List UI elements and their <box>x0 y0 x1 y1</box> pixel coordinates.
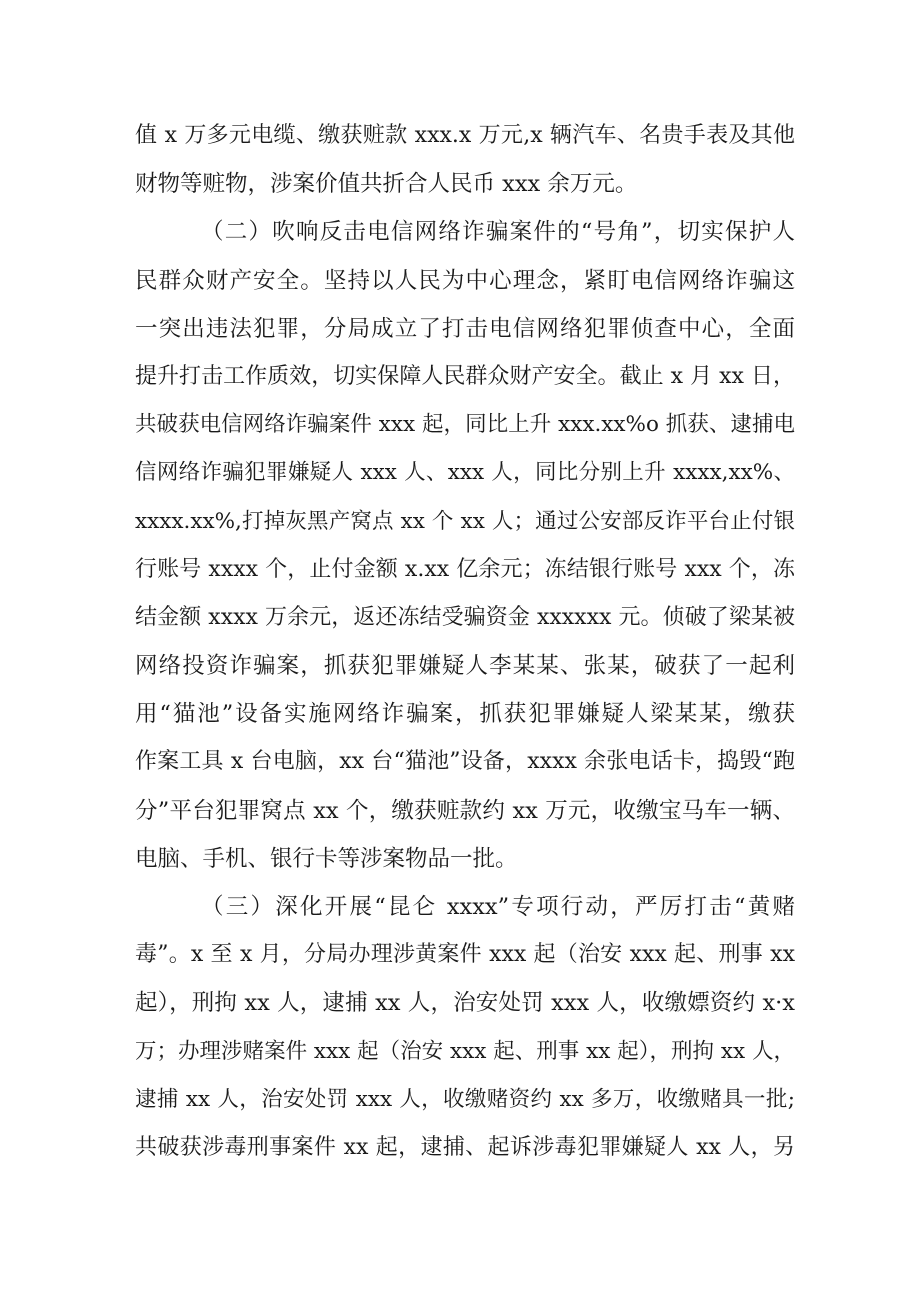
text-line: （二）吹响反击电信网络诈骗案件的“号角”，切实保护人 <box>201 219 795 246</box>
text-line: 电脑、手机、银行卡等涉案物品一批。 <box>135 845 518 872</box>
text-line: 提升打击工作质效，切实保障人民群众财产安全。截止 x 月 xx 日， <box>135 363 795 389</box>
text-line: 毒”。x 至 x 月，分局办理涉黄案件 xxx 起（治安 xxx 起、刑事 xx <box>135 942 795 968</box>
text-line: 作案工具 x 台电脑，xx 台“猫池”设备，xxxx 余张电话卡，捣毁“跑 <box>135 749 795 775</box>
text-line: 万；办理涉赌案件 xxx 起（治安 xxx 起、刑事 xx 起），刑拘 xx 人， <box>135 1038 795 1064</box>
text-line: 共破获涉毒刑事案件 xx 起，逮捕、起诉涉毒犯罪嫌疑人 xx 人，另 <box>135 1134 795 1160</box>
text-line: 值 x 万多元电缆、缴获赃款 xxx.x 万元,x 辆汽车、名贵手表及其他 <box>135 123 795 148</box>
text-line: 行账号 xxxx 个，止付金额 x.xx 亿余元；冻结银行账号 xxx 个，冻 <box>135 556 795 582</box>
text-line: 起），刑拘 xx 人，逮捕 xx 人，治安处罚 xxx 人，收缴嫖资约 x·x <box>135 990 795 1017</box>
text-line: 一突出违法犯罪，分局成立了打击电信网络犯罪侦查中心，全面 <box>135 315 795 342</box>
text-line: （三）深化开展“昆仑 xxxx”专项行动，严厉打击“黄赌 <box>201 894 795 920</box>
text-line: 财物等赃物，涉案价值共折合人民币 xxx 余万元。 <box>135 171 638 198</box>
text-line: 逮捕 xx 人，治安处罚 xxx 人，收缴赌资约 xx 多万，收缴赌具一批; <box>135 1086 795 1112</box>
text-line: 分”平台犯罪窝点 xx 个，缴获赃款约 xx 万元，收缴宝马车一辆、 <box>135 797 795 824</box>
text-line: 用“猫池”设备实施网络诈骗案，抓获犯罪嫌疑人梁某某，缴获 <box>135 701 795 728</box>
text-line: 共破获电信网络诈骗案件 xxx 起，同比上升 xxx.xx%o 抓获、逮捕电 <box>135 412 795 438</box>
text-line: 网络投资诈骗案，抓获犯罪嫌疑人李某某、张某，破获了一起利 <box>135 653 795 680</box>
document-body <box>135 112 795 1172</box>
text-line: 结金额 xxxx 万余元，返还冻结受骗资金 xxxxxx 元。侦破了梁某被 <box>135 604 795 630</box>
text-line: 民群众财产安全。坚持以人民为中心理念，紧盯电信网络诈骗这 <box>135 267 795 294</box>
text-line: xxxx.xx%,打掉灰黑产窝点 xx 个 xx 人；通过公安部反诈平台止付银 <box>135 508 795 534</box>
text-line: 信网络诈骗犯罪嫌疑人 xxx 人、xxx 人，同比分别上升 xxxx,xx%、 <box>135 460 795 486</box>
